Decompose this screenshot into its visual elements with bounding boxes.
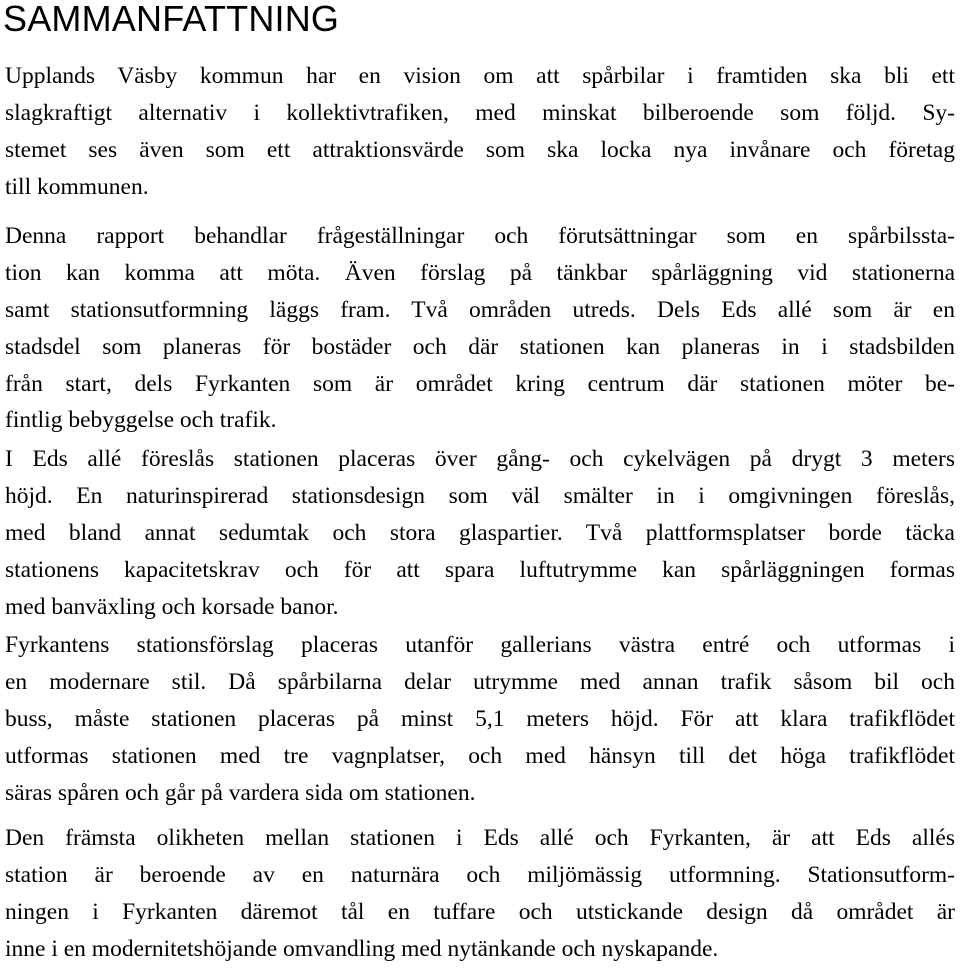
paragraph-eds-alle [5,441,955,625]
text-line: ningen i Fyrkanten däremot tål en tuffare och utstickande design då området är [5,898,955,925]
text-line: I Eds allé föreslås stationen placeras över gång- och cykelvägen på drygt 3 meters [5,446,955,472]
page-title: SAMMANFATTNING [3,0,340,39]
text-line: stadsdel som planeras för bostäder och där stationen kan planeras in i stadsbilden [5,333,955,360]
text-line: stemet ses även som ett attraktionsvärde som ska locka nya invånare och företag [5,136,955,163]
text-line: höjd. En naturinspirerad stationsdesign som väl smälter in i omgivningen föreslås, [5,482,955,509]
text-line: säras spåren och går på vardera sida om stationen. [5,779,476,806]
text-line: Fyrkantens stationsförslag placeras utanför gallerians västra entré och utformas i [5,632,955,658]
text-line: tion kan komma att möta. Även förslag på tänkbar spårläggning vid stationerna [5,259,955,286]
text-line: inne i en modernitetshöjande omvandling med nytänkande och nyskapande. [5,935,719,962]
text-line: till kommunen. [5,173,149,200]
text-line: med banväxling och korsade banor. [5,593,339,620]
text-line: buss, måste stationen placeras på minst 5,1 meters höjd. För att klara trafikflödet [5,705,955,732]
text-line: station är beroende av en naturnära och miljömässig utformning. Stationsutform- [5,861,955,888]
text-line: med bland annat sedumtak och stora glaspartier. Två plattformsplatser borde täcka [5,519,955,546]
paragraph-vision [5,58,955,206]
text-line: Upplands Väsby kommun har en vision om att spårbilar i framtiden ska bli ett [5,63,955,89]
text-line: stationens kapacitetskrav och för att spara luftutrymme kan spårläggningen formas [5,556,955,583]
text-line: Denna rapport behandlar frågeställningar och förutsättningar som en spårbilssta- [5,223,955,249]
text-line: en modernare stil. Då spårbilarna delar utrymme med annan trafik såsom bil och [5,668,955,695]
paragraph-comparison [5,820,955,968]
paragraph-report-scope [5,218,955,439]
text-line: slagkraftigt alternativ i kollektivtrafiken, med minskat bilberoende som följd. Sy- [5,99,955,126]
text-line: utformas stationen med tre vagnplatser, och med hänsyn till det höga trafikflödet [5,742,955,769]
text-line: Den främsta olikheten mellan stationen i Eds allé och Fyrkanten, är att Eds allés [5,825,955,851]
text-line: samt stationsutformning läggs fram. Två områden utreds. Dels Eds allé som är en [5,296,955,323]
text-line: från start, dels Fyrkanten som är området kring centrum där stationen möter be- [5,370,955,397]
paragraph-fyrkanten [5,627,955,811]
text-line: fintlig bebyggelse och trafik. [5,407,277,434]
